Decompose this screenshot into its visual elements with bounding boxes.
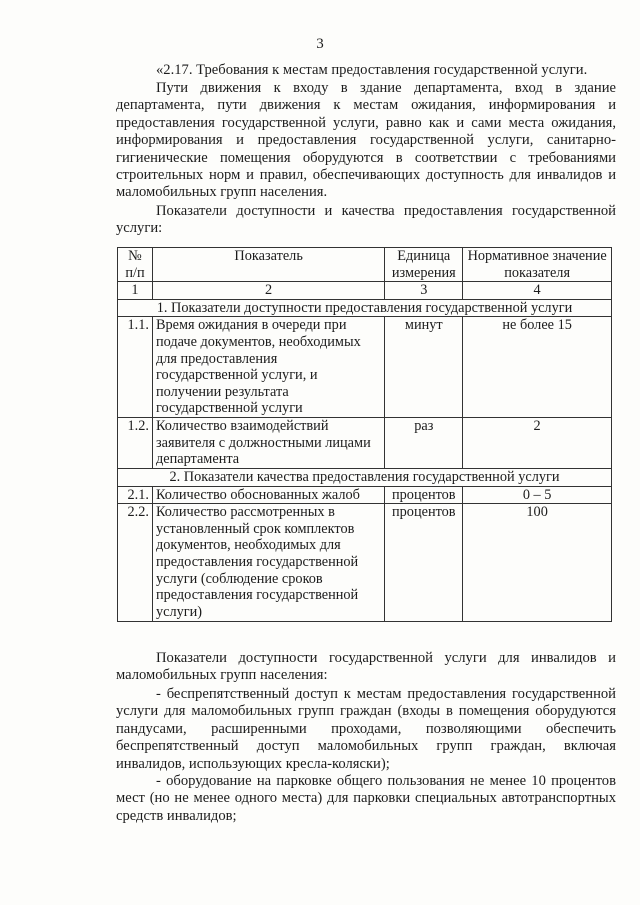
row-unit: процентов (385, 486, 463, 504)
index-cell: 4 (463, 282, 612, 300)
row-unit: минут (385, 317, 463, 418)
row-num: 1.2. (118, 417, 153, 468)
accessibility-item-1: - беспрепятственный доступ к местам предоставления государственной услуги для маломобильных групп граждан (входы в помещения оборудуются пандусами, расширенными проходами, позволяющими обеспечить беспрепятственный доступ маломобильных групп граждан, включая инвалидов, использующих кресла-коляски); (116, 686, 616, 772)
section-title: 1. Показатели доступности предоставления государственной услуги (118, 299, 612, 317)
page-number: 3 (316, 36, 324, 52)
requirements-paragraph: Пути движения к входу в здание департамента, вход в здание департамента, пути движения к местам ожидания, информирования и предоставления государственной услуги, равно как и сами места ожидания, информирования и предоставления государственной услуги, санитарно-гигиенические помещения оборудуются в соответствии с требованиями строительных норм и правил, обеспечивающих доступность для инвалидов и маломобильных групп населения. (116, 80, 616, 201)
table-header-row (118, 248, 612, 282)
row-unit: раз (385, 417, 463, 468)
table-row (118, 504, 612, 622)
row-norm: 0 – 5 (463, 486, 612, 504)
row-indicator: Время ожидания в очереди при подаче документов, необходимых для предоставления государственной услуги, и получении результата государственной услуги (152, 317, 384, 418)
section-heading: «2.17. Требования к местам предоставления государственной услуги. (156, 62, 588, 78)
row-norm: 2 (463, 417, 612, 468)
index-cell: 3 (385, 282, 463, 300)
row-norm: 100 (463, 504, 612, 622)
indicators-intro: Показатели доступности и качества предоставления государственной услуги: (116, 203, 616, 237)
accessibility-item-2: - оборудование на парковке общего пользования не менее 10 процентов мест (но не менее одного места) для парковки специальных автотранспортных средств инвалидов; (116, 773, 616, 824)
indicators-table (117, 247, 612, 622)
header-norm: Нормативное значение показателя (463, 248, 612, 282)
row-num: 2.2. (118, 504, 153, 622)
accessibility-intro: Показатели доступности государственной услуги для инвалидов и маломобильных групп населения: (116, 650, 616, 684)
table-row (118, 317, 612, 418)
row-norm: не более 15 (463, 317, 612, 418)
header-indicator: Показатель (152, 248, 384, 282)
index-cell: 1 (118, 282, 153, 300)
header-unit: Единица измерения (385, 248, 463, 282)
row-num: 2.1. (118, 486, 153, 504)
table-row (118, 417, 612, 468)
row-unit: процентов (385, 504, 463, 622)
table-section-row (118, 468, 612, 486)
row-indicator: Количество рассмотренных в установленный срок комплектов документов, необходимых для предоставления государственной услуги (соблюдение сроков предоставления государственной услуги) (152, 504, 384, 622)
row-indicator: Количество взаимодействий заявителя с должностными лицами департамента (152, 417, 384, 468)
row-num: 1.1. (118, 317, 153, 418)
row-indicator: Количество обоснованных жалоб (152, 486, 384, 504)
table-section-row (118, 299, 612, 317)
table-row (118, 486, 612, 504)
header-num: № п/п (118, 248, 153, 282)
section-title: 2. Показатели качества предоставления государственной услуги (118, 468, 612, 486)
table-index-row (118, 282, 612, 300)
index-cell: 2 (152, 282, 384, 300)
